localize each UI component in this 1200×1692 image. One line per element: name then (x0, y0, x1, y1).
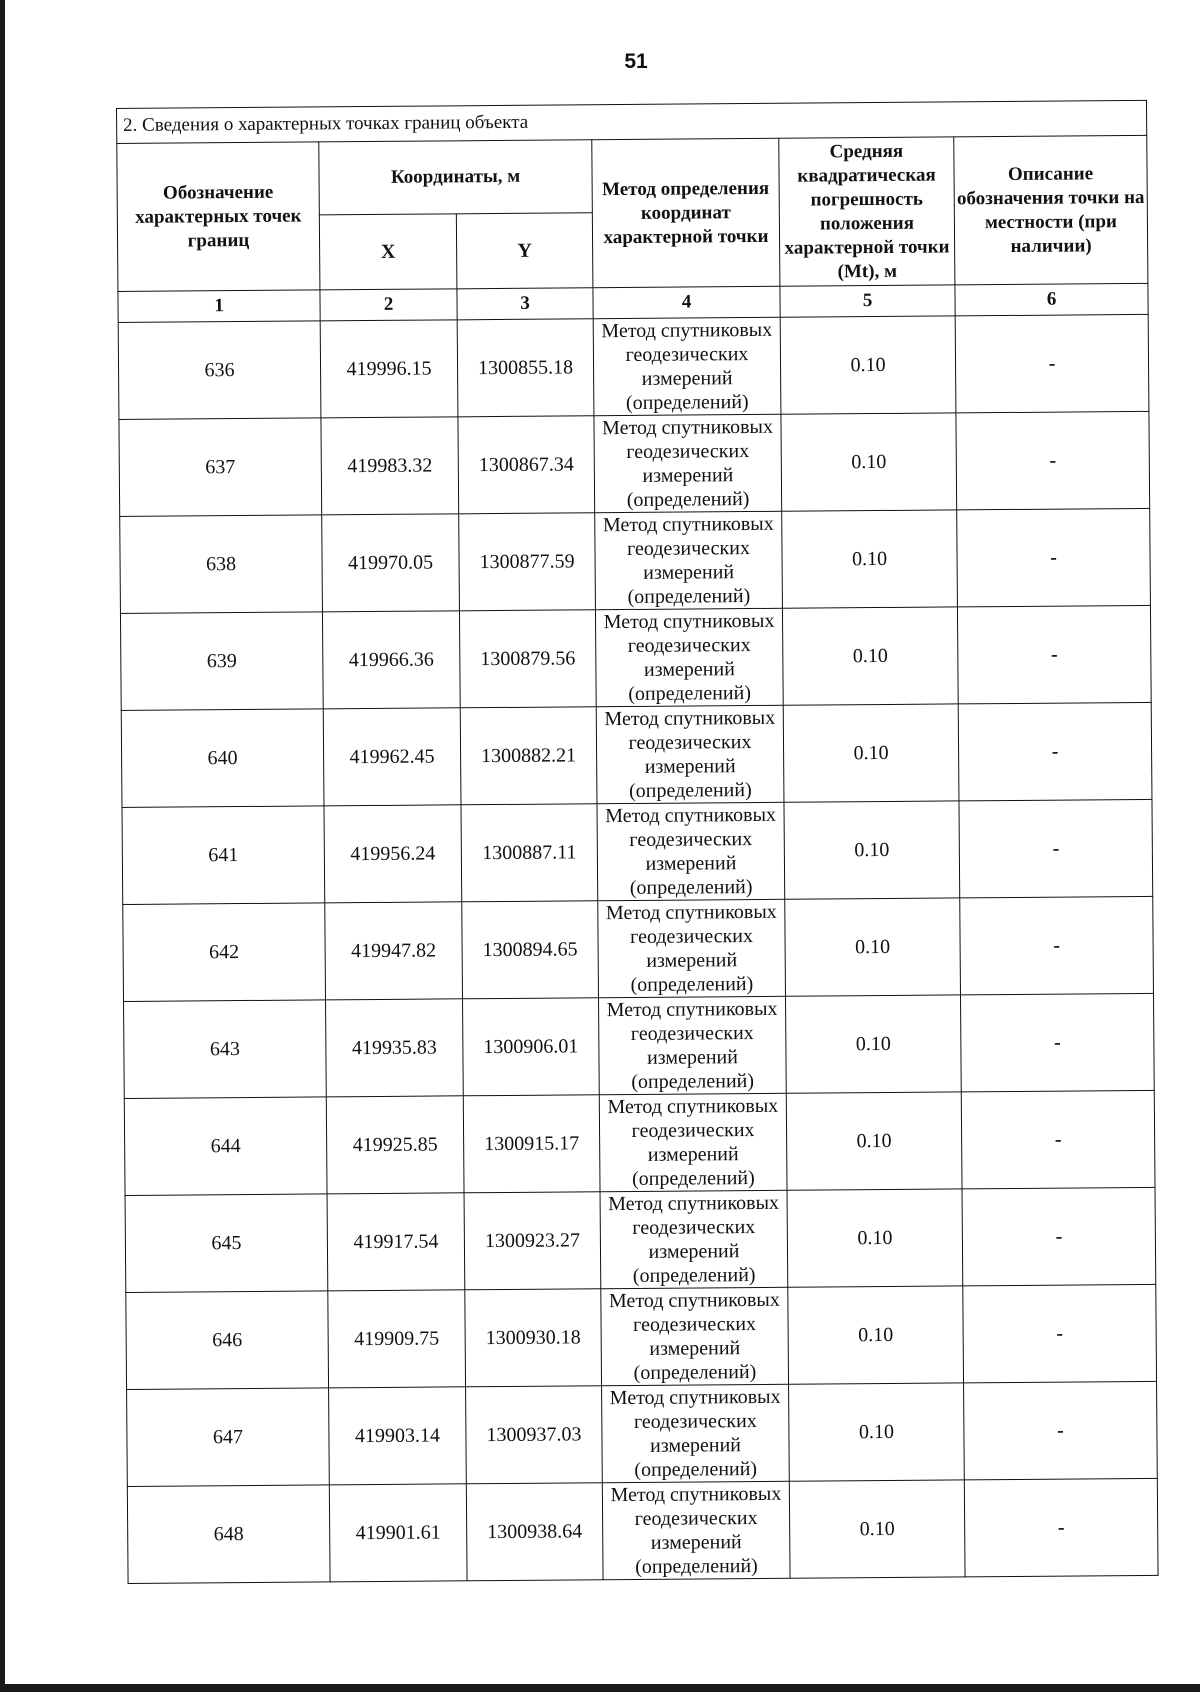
description-cell: - (957, 508, 1151, 607)
description-cell: - (963, 1284, 1157, 1383)
method-cell: Метод спутниковых геодезических измерений (определений) (599, 996, 787, 1094)
x-coordinate-cell: 419947.82 (325, 902, 463, 1000)
y-coordinate-cell: 1300923.27 (464, 1192, 601, 1290)
description-cell: - (958, 702, 1152, 801)
table-row (124, 993, 1155, 1098)
description-cell: - (962, 1187, 1156, 1286)
point-id-cell: 647 (127, 1388, 330, 1487)
method-cell: Метод спутниковых геодезических измерений (определений) (594, 414, 782, 512)
x-coordinate-cell: 419903.14 (329, 1387, 467, 1485)
y-coordinate-cell: 1300930.18 (465, 1289, 602, 1387)
point-id-cell: 643 (124, 1000, 327, 1099)
boundary-points-table (116, 100, 1159, 1584)
point-id-cell: 637 (119, 418, 322, 517)
method-cell: Метод спутниковых геодезических измерений (определений) (595, 608, 783, 706)
point-id-cell: 639 (120, 612, 323, 711)
table-row (118, 314, 1149, 419)
header-y: Y (456, 213, 593, 289)
point-id-cell: 638 (120, 515, 323, 614)
y-coordinate-cell: 1300877.59 (459, 513, 596, 611)
mean-error-cell: 0.10 (785, 898, 961, 996)
table-row (125, 1187, 1156, 1292)
section-title: 2. Сведения о характерных точках границ объекта (117, 100, 1147, 143)
table-row (119, 411, 1150, 516)
method-cell: Метод спутниковых геодезических измерений (определений) (597, 802, 785, 900)
description-cell: - (964, 1478, 1158, 1577)
description-cell: - (964, 1381, 1158, 1480)
method-cell: Метод спутниковых геодезических измерений (определений) (595, 511, 783, 609)
method-cell: Метод спутниковых геодезических измерений (определений) (600, 1190, 788, 1288)
scan-edge-left (0, 0, 5, 1692)
y-coordinate-cell: 1300894.65 (462, 901, 599, 999)
x-coordinate-cell: 419970.05 (322, 514, 460, 612)
x-coordinate-cell: 419956.24 (324, 805, 462, 903)
method-cell: Метод спутниковых геодезических измерений (определений) (602, 1384, 790, 1482)
y-coordinate-cell: 1300855.18 (457, 319, 594, 417)
x-coordinate-cell: 419962.45 (323, 708, 461, 806)
method-cell: Метод спутниковых геодезических измерений (определений) (602, 1481, 790, 1579)
table-row (124, 1090, 1155, 1195)
x-coordinate-cell: 419935.83 (326, 999, 464, 1097)
mean-error-cell: 0.10 (783, 704, 959, 802)
table-row (121, 702, 1152, 807)
table-row (120, 508, 1151, 613)
mean-error-cell: 0.10 (781, 413, 957, 511)
table-row (127, 1381, 1158, 1486)
header-method: Метод определения координат характерной точки (592, 138, 780, 287)
x-coordinate-cell: 419901.61 (329, 1484, 467, 1582)
header-description: Описание обозначения точки на местности (при наличии) (954, 135, 1148, 285)
header-mean-error: Средняя квадратическая погрешность положения характерной точки (Mt), м (779, 137, 955, 286)
method-cell: Метод спутниковых геодезических измерений (определений) (601, 1287, 789, 1385)
point-id-cell: 642 (123, 903, 326, 1002)
y-coordinate-cell: 1300867.34 (458, 416, 595, 514)
x-coordinate-cell: 419925.85 (326, 1096, 464, 1194)
y-coordinate-cell: 1300937.03 (466, 1386, 603, 1484)
mean-error-cell: 0.10 (789, 1383, 965, 1481)
x-coordinate-cell: 419909.75 (328, 1290, 466, 1388)
mean-error-cell: 0.10 (788, 1286, 964, 1384)
method-cell: Метод спутниковых геодезических измерений (определений) (599, 1093, 787, 1191)
x-coordinate-cell: 419917.54 (327, 1193, 465, 1291)
mean-error-cell: 0.10 (784, 801, 960, 899)
method-cell: Метод спутниковых геодезических измерений (определений) (596, 705, 784, 803)
description-cell: - (961, 1090, 1155, 1189)
description-cell: - (955, 314, 1149, 413)
header-x: X (319, 214, 457, 290)
mean-error-cell: 0.10 (789, 1480, 965, 1578)
page-number: 51 (624, 50, 648, 73)
y-coordinate-cell: 1300882.21 (460, 707, 597, 805)
point-id-cell: 646 (126, 1291, 329, 1390)
method-cell: Метод спутниковых геодезических измерений (определений) (593, 317, 781, 415)
mean-error-cell: 0.10 (785, 995, 961, 1093)
x-coordinate-cell: 419996.15 (320, 320, 458, 418)
y-coordinate-cell: 1300915.17 (463, 1095, 600, 1193)
mean-error-cell: 0.10 (786, 1092, 962, 1190)
description-cell: - (959, 799, 1153, 898)
point-id-cell: 644 (124, 1097, 327, 1196)
mean-error-cell: 0.10 (782, 510, 958, 608)
table-row (122, 799, 1153, 904)
header-coordinates: Координаты, м (319, 140, 593, 215)
y-coordinate-cell: 1300887.11 (461, 804, 598, 902)
column-number: 5 (780, 285, 955, 317)
point-id-cell: 636 (118, 321, 321, 420)
column-number: 3 (457, 288, 593, 320)
x-coordinate-cell: 419966.36 (322, 611, 460, 709)
y-coordinate-cell: 1300906.01 (463, 998, 600, 1096)
table-row (120, 605, 1151, 710)
column-number: 2 (320, 289, 457, 321)
point-id-cell: 640 (121, 709, 324, 808)
point-id-cell: 648 (127, 1485, 330, 1584)
y-coordinate-cell: 1300938.64 (466, 1483, 603, 1581)
description-cell: - (956, 411, 1150, 510)
mean-error-cell: 0.10 (782, 607, 958, 705)
point-id-cell: 641 (122, 806, 325, 905)
column-number: 6 (955, 283, 1148, 316)
description-cell: - (960, 993, 1154, 1092)
mean-error-cell: 0.10 (780, 316, 956, 414)
table-row (127, 1478, 1158, 1583)
description-cell: - (957, 605, 1151, 704)
mean-error-cell: 0.10 (787, 1189, 963, 1287)
column-number: 4 (593, 286, 780, 318)
y-coordinate-cell: 1300879.56 (459, 610, 596, 708)
method-cell: Метод спутниковых геодезических измерений (определений) (598, 899, 786, 997)
column-number: 1 (118, 290, 320, 323)
scan-edge-bottom (0, 1684, 1200, 1692)
header-point-designation: Обозначение характерных точек границ (117, 142, 320, 292)
x-coordinate-cell: 419983.32 (321, 417, 459, 515)
description-cell: - (960, 896, 1154, 995)
table-row (126, 1284, 1157, 1389)
point-id-cell: 645 (125, 1194, 328, 1293)
table-row (123, 896, 1154, 1001)
